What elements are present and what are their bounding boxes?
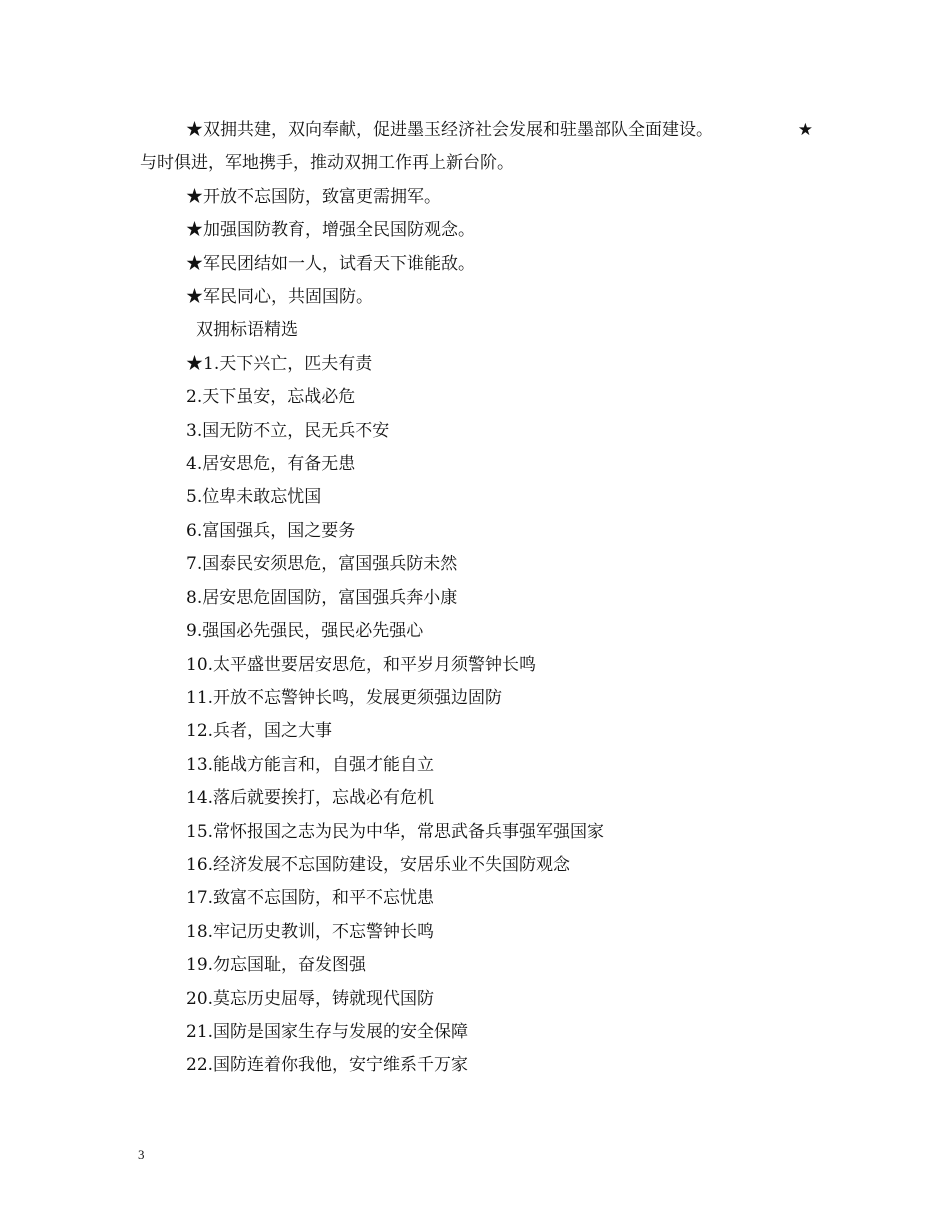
numbered-slogan: 2.天下虽安，忘战必危	[186, 387, 356, 408]
page-content	[140, 114, 815, 1083]
numbered-slogan: 22.国防连着你我他，安宁维系千万家	[186, 1055, 469, 1076]
numbered-slogan: 6.富国强兵，国之要务	[186, 520, 356, 541]
numbered-slogan: 19.勿忘国耻，奋发图强	[186, 955, 367, 976]
numbered-slogan: 13.能战方能言和，自强才能自立	[186, 754, 435, 775]
section-heading: 双拥标语精选	[196, 320, 298, 341]
numbered-slogan: 11.开放不忘警钟长鸣，发展更须强边固防	[186, 687, 503, 708]
numbered-slogan: 4.居安思危，有备无患	[186, 454, 356, 475]
slogan-item: ★开放不忘国防，致富更需拥军。	[186, 186, 441, 207]
intro-line-1-text: ★双拥共建，双向奉献，促进墨玉经济社会发展和驻墨部队全面建设。	[186, 120, 713, 140]
slogan-item: ★加强国防教育，增强全民国防观念。	[186, 220, 475, 241]
numbered-slogan: 10.太平盛世要居安思危，和平岁月须警钟长鸣	[186, 654, 537, 675]
numbered-slogan: 21.国防是国家生存与发展的安全保障	[186, 1021, 469, 1042]
numbered-slogan: 12.兵者，国之大事	[186, 721, 333, 742]
slogan-item: ★军民团结如一人，试看天下谁能敌。	[186, 253, 475, 274]
numbered-slogan: 17.致富不忘国防，和平不忘忧患	[186, 888, 435, 909]
numbered-slogan: ★1.天下兴亡，匹夫有责	[186, 353, 373, 374]
numbered-slogan: 9.强国必先强民，强民必先强心	[186, 621, 424, 642]
page-number: 3	[138, 1147, 145, 1162]
numbered-slogan: 15.常怀报国之志为民为中华，常思武备兵事强军强国家	[186, 821, 605, 842]
numbered-slogan: 7.国泰民安须思危，富国强兵防未然	[186, 554, 458, 575]
numbered-slogan: 18.牢记历史教训，不忘警钟长鸣	[186, 921, 435, 942]
numbered-slogan: 20.莫忘历史屈辱，铸就现代国防	[186, 988, 435, 1009]
intro-line-2: 与时俱进，军地携手，推动双拥工作再上新台阶。	[140, 153, 514, 174]
star-icon: ★	[797, 120, 813, 140]
intro-line-1	[140, 114, 815, 147]
numbered-slogan: 5.位卑未敢忘忧国	[186, 487, 322, 508]
numbered-slogan: 16.经济发展不忘国防建设，安居乐业不失国防观念	[186, 854, 571, 875]
slogan-item: ★军民同心，共固国防。	[186, 287, 373, 308]
numbered-slogan: 3.国无防不立，民无兵不安	[186, 420, 390, 441]
numbered-slogan: 14.落后就要挨打，忘战必有危机	[186, 788, 435, 809]
numbered-slogan: 8.居安思危固国防，富国强兵奔小康	[186, 587, 458, 608]
